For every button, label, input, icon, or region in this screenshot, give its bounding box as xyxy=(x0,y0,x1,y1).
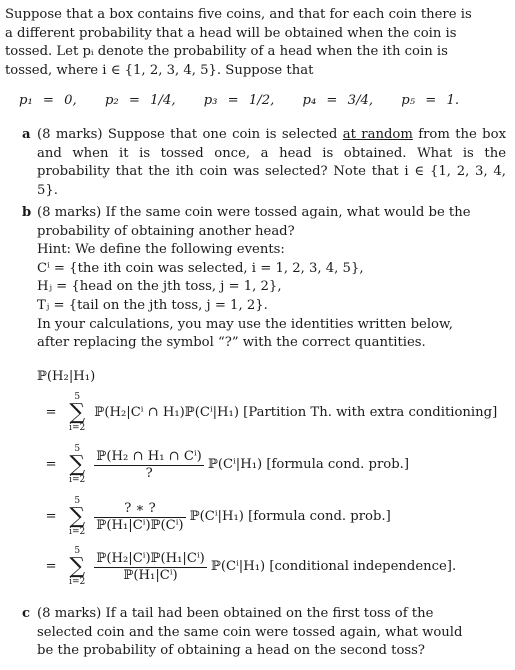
sum-lower: i=2 xyxy=(69,423,86,433)
row-2-numerator: ℙ(H₂ ∩ H₁ ∩ Cⁱ) xyxy=(96,448,202,464)
equation-row-3 xyxy=(40,496,391,538)
event-h: Hⱼ = {head on the jth toss, j = 1, 2}, xyxy=(37,279,282,295)
part-b xyxy=(22,204,506,353)
sum-lower: i=2 xyxy=(69,577,86,587)
p4-value: p₄ = 3/4, xyxy=(302,93,374,108)
sum-upper: 5 xyxy=(74,496,81,506)
part-b-line: probability of obtaining another head? xyxy=(37,223,295,239)
row-4-tail: ℙ(Cⁱ|H₁) [conditional independence]. xyxy=(210,558,457,574)
part-c xyxy=(22,605,506,661)
intro-line: a different probability that a head will be obtained when the coin is xyxy=(5,25,457,41)
calc-line: after replacing the symbol “?” with the correct quantities. xyxy=(37,335,426,351)
row-4-denominator: ℙ(H₁|Cⁱ) xyxy=(123,567,178,583)
p2-value: p₂ = 1/4, xyxy=(104,93,176,108)
sigma-symbol: ∑ xyxy=(69,554,86,579)
event-c: Cⁱ = {the ith coin was selected, i = 1, 2, 3, 4, 5}, xyxy=(37,260,364,276)
summation xyxy=(66,392,88,434)
sum-upper: 5 xyxy=(74,546,81,556)
p5-value: p₅ = 1. xyxy=(401,93,460,108)
row-3-tail: ℙ(Cⁱ|H₁) [formula cond. prob.] xyxy=(189,508,391,524)
equation-row-2 xyxy=(40,444,409,486)
part-b-label: b xyxy=(22,205,32,220)
summation xyxy=(66,546,88,588)
part-c-line: selected coin and the same coin were tossed again, what would xyxy=(37,624,463,640)
part-c-line: (8 marks) If a tail had been obtained on the first toss of the xyxy=(37,606,434,621)
summation xyxy=(66,444,88,486)
sum-lower: i=2 xyxy=(69,527,86,537)
summation xyxy=(66,496,88,538)
row-3-denominator: ℙ(H₁|Cⁱ)ℙ(Cⁱ) xyxy=(96,517,184,533)
sigma-symbol: ∑ xyxy=(69,504,86,529)
p1-value: p₁ = 0, xyxy=(19,93,77,108)
part-b-text xyxy=(37,204,506,353)
row-4-fraction xyxy=(94,551,206,584)
sigma-symbol: ∑ xyxy=(69,400,86,425)
intro-line: Suppose that a box contains five coins, and that for each coin there is xyxy=(5,7,472,22)
calc-line: In your calculations, you may use the identities written below, xyxy=(37,316,453,332)
sum-upper: 5 xyxy=(74,392,81,402)
equation-row-1 xyxy=(40,392,497,434)
at-random-underlined: at random xyxy=(342,127,413,142)
probability-values xyxy=(19,92,499,111)
sum-lower: i=2 xyxy=(69,475,86,485)
row-3-fraction xyxy=(94,501,185,534)
row-2-denominator: ? xyxy=(145,465,153,481)
sum-upper: 5 xyxy=(74,444,81,454)
p3-value: p₃ = 1/2, xyxy=(203,93,275,108)
equation-head: ℙ(H₂|H₁) xyxy=(37,369,96,384)
intro-line: tossed, where i ∈ {1, 2, 3, 4, 5}. Suppose that xyxy=(5,62,314,78)
part-b-line: (8 marks) If the same coin were tossed again, what would be the xyxy=(37,205,471,220)
sigma-symbol: ∑ xyxy=(69,452,86,477)
row-1-expression: ℙ(H₂|Cⁱ ∩ H₁)ℙ(Cⁱ|H₁) [Partition Th. with extra conditioning] xyxy=(94,404,498,420)
part-a-text xyxy=(37,126,506,200)
equals-sign: = xyxy=(45,456,57,472)
row-4-numerator: ℙ(H₂|Cⁱ)ℙ(H₁|Cⁱ) xyxy=(96,550,205,566)
equation-row-4 xyxy=(40,546,456,588)
equals-sign: = xyxy=(45,558,57,574)
equals-sign: = xyxy=(45,404,57,420)
event-t: Tⱼ = {tail on the jth toss, j = 1, 2}. xyxy=(37,297,268,313)
part-a-label: a xyxy=(22,127,31,142)
part-c-label: c xyxy=(22,606,31,621)
part-a xyxy=(22,126,506,200)
row-2-tail: ℙ(Cⁱ|H₁) [formula cond. prob.] xyxy=(208,456,410,472)
part-a-text-2: from the box and when it is tossed once, a head is obtained. What is the probability that the ith coin was selected? Note that i ∈ {1, 2, 3, 4, 5}. xyxy=(37,127,507,198)
part-a-text-1: (8 marks) Suppose that one coin is selected xyxy=(37,127,343,142)
intro-line: tossed. Let pᵢ denote the probability of a head when the ith coin is xyxy=(5,44,448,60)
hint-line: Hint: We define the following events: xyxy=(37,242,285,258)
part-c-line: be the probability of obtaining a head on the second toss? xyxy=(37,643,425,659)
part-c-text xyxy=(37,605,506,661)
row-2-fraction xyxy=(94,449,203,482)
intro-paragraph xyxy=(5,6,508,80)
equals-sign: = xyxy=(45,508,57,524)
row-3-numerator: ? ∗ ? xyxy=(94,501,185,518)
